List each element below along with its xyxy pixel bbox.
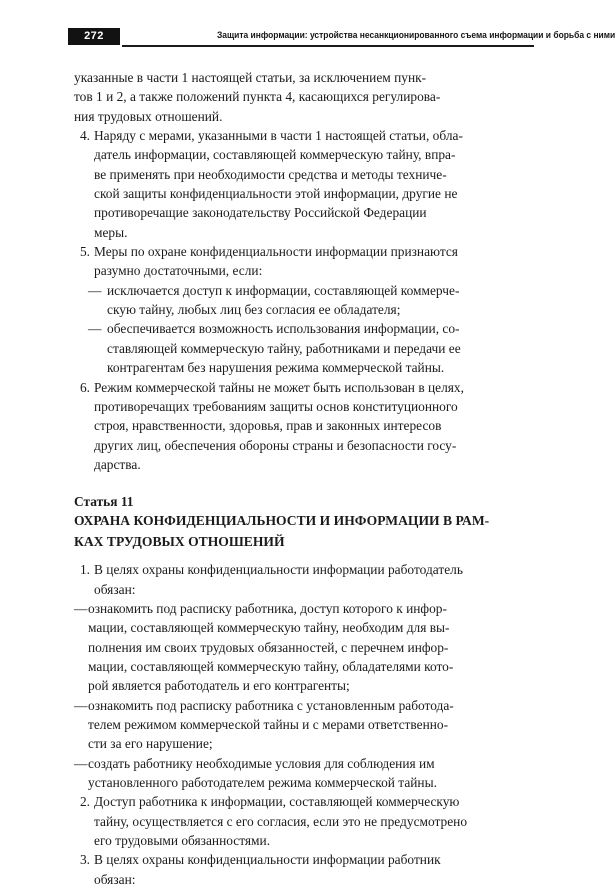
page-body	[74, 68, 532, 889]
text-line: мации, составляющей коммерческую тайну, необходим для вы-	[88, 620, 450, 636]
text-line: телем режимом коммерческой тайны и с мерами ответственно-	[88, 716, 449, 732]
text-line: строя, нравственности, здоровья, прав и законных интересов	[94, 418, 442, 434]
text-line: сти за его нарушение;	[88, 736, 213, 752]
list-item-5	[74, 242, 532, 281]
text-line: Доступ работника к информации, составляющей коммерческую	[94, 794, 460, 810]
text-line: Наряду с мерами, указанными в части 1 настоящей статьи, обла-	[94, 128, 463, 144]
continued-paragraph	[74, 68, 532, 126]
article-sub-item-1-1	[74, 599, 532, 696]
list-item-number: 3.	[79, 852, 90, 868]
text-line: меры.	[94, 224, 128, 240]
running-head-title: Защита информации: устройства несанкционированного съема информации и борьба с ними	[216, 30, 615, 40]
text-line: Режим коммерческой тайны не может быть использован в целях,	[94, 379, 464, 395]
text-line: дарства.	[94, 456, 141, 472]
text-line: ознакомить под расписку работника с установленным работода-	[88, 697, 454, 713]
text-line: обязан:	[94, 871, 136, 887]
text-line: скую тайну, любых лиц без согласия ее обладателя;	[107, 302, 401, 318]
text-line: ской защиты конфиденциальности этой информации, другие не	[94, 186, 458, 202]
text-line: контрагентам без нарушения режима коммерческой тайны.	[107, 360, 445, 376]
text-line: Меры по охране конфиденциальности информации признаются	[94, 244, 458, 260]
text-line: В целях охраны конфиденциальности информации работник	[94, 852, 441, 868]
text-line: В целях охраны конфиденциальности информации работодатель	[94, 562, 463, 578]
text-line: его трудовыми обязанностями.	[94, 833, 271, 849]
article-heading	[74, 492, 532, 551]
article-sub-item-1-2	[74, 696, 532, 754]
article-list-item-1	[74, 560, 532, 599]
text-line: полнения им своих трудовых обязанностей, с перечнем инфор-	[88, 639, 449, 655]
running-head-rule	[122, 45, 534, 47]
text-line: других лиц, обеспечения обороны страны и безопасности госу-	[94, 437, 457, 453]
text-line: рой является работодатель и его контрагенты;	[88, 678, 350, 694]
text-line: создать работнику необходимые условия для соблюдения им	[88, 755, 435, 771]
article-label: Статья 11	[74, 494, 134, 510]
list-item-6	[74, 378, 532, 475]
text-line: ве применять при необходимости средства и методы техниче-	[94, 166, 447, 182]
text-line: указанные в части 1 настоящей статьи, за исключением пунк-	[74, 70, 427, 85]
list-item-number: 4.	[79, 128, 90, 144]
text-line: противоречащих требованиям защиты основ конституционного	[94, 398, 458, 414]
text-line: исключается доступ к информации, составляющей коммерче-	[107, 282, 460, 298]
sub-item-5-2	[74, 319, 532, 377]
dash-marker: —	[74, 755, 88, 771]
dash-marker: —	[88, 321, 102, 337]
text-line: обеспечивается возможность использования информации, со-	[107, 321, 460, 337]
text-line: датель информации, составляющей коммерческую тайну, впра-	[94, 147, 456, 163]
list-item-number: 1.	[79, 562, 90, 578]
article-sub-item-1-3	[74, 754, 532, 793]
dash-marker: —	[74, 600, 88, 616]
text-line: тов 1 и 2, а также положений пункта 4, касающихся регулирова-	[74, 89, 441, 105]
text-line: ставляющей коммерческую тайну, работниками и передачи ее	[107, 340, 461, 356]
article-title-line: ОХРАНА КОНФИДЕНЦИАЛЬНОСТИ И ИНФОРМАЦИИ В РАМ-	[74, 513, 490, 529]
text-line: установленного работодателем режима коммерческой тайны.	[88, 775, 437, 790]
page-number-badge: 272	[68, 28, 120, 45]
list-item-number: 2.	[79, 794, 90, 810]
article-list-item-3	[74, 850, 532, 889]
sub-item-5-1	[74, 281, 532, 320]
text-line: ния трудовых отношений.	[74, 108, 223, 124]
article-list-item-2	[74, 792, 532, 850]
article-title-line: КАХ ТРУДОВЫХ ОТНОШЕНИЙ	[74, 534, 285, 550]
running-head	[68, 26, 615, 52]
text-line: тайну, осуществляется с его согласия, если это не предусмотрено	[94, 813, 468, 829]
text-line: ознакомить под расписку работника, доступ которого к инфор-	[88, 600, 447, 616]
dash-marker: —	[88, 282, 102, 298]
text-line: мации, составляющей коммерческую тайну, обладателями кото-	[88, 658, 454, 674]
list-item-number: 6.	[79, 379, 90, 395]
text-line: разумно достаточными, если:	[94, 263, 263, 279]
list-item-number: 5.	[79, 244, 90, 260]
dash-marker: —	[74, 697, 88, 713]
list-item-4	[74, 126, 532, 242]
text-line: обязан:	[94, 581, 136, 597]
text-line: противоречащие законодательству Российской Федерации	[94, 205, 427, 221]
